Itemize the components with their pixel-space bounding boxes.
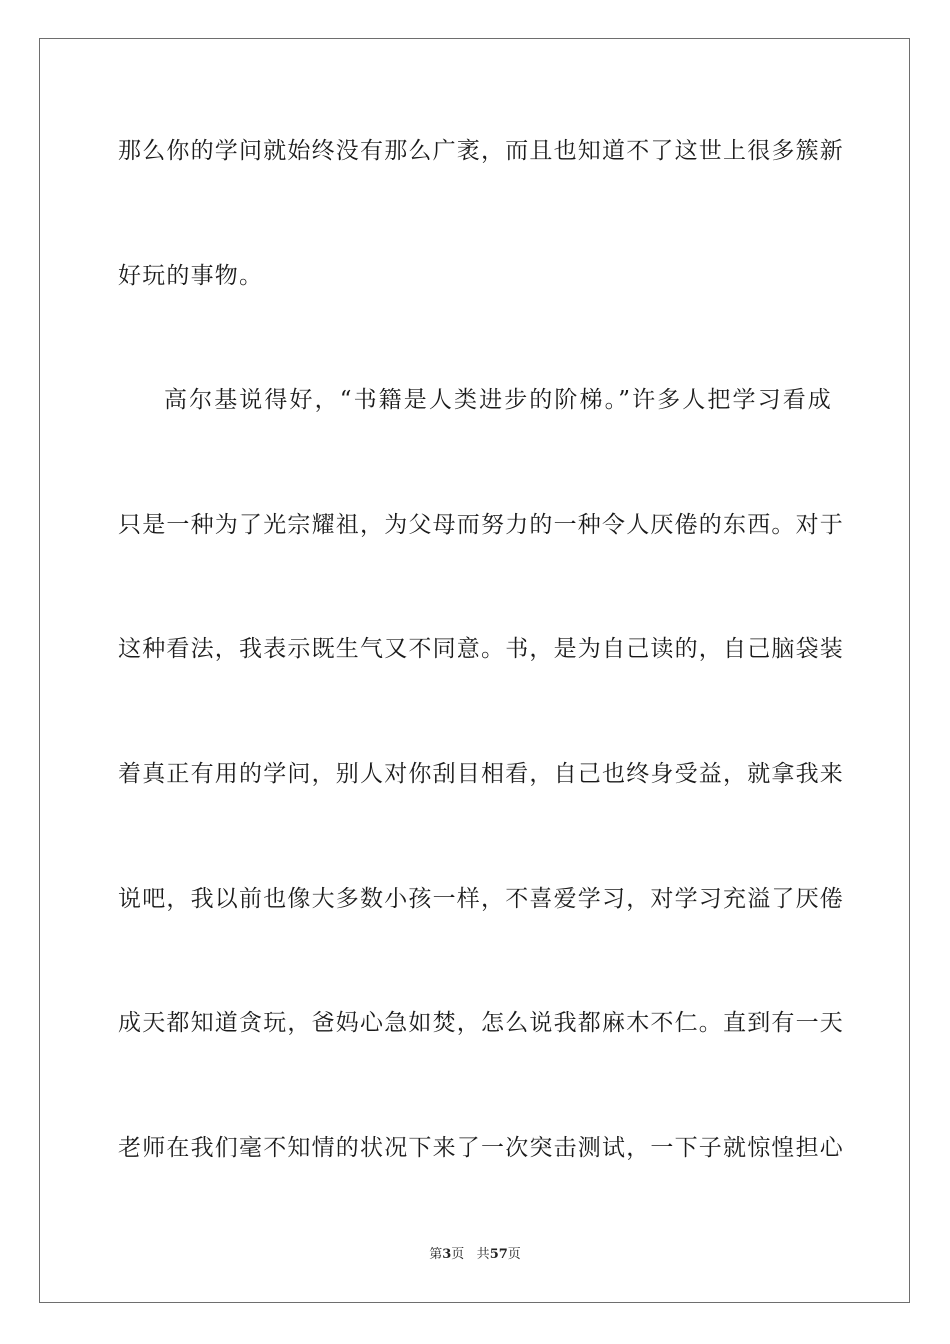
- body-text-line: 着真正有用的学问，别人对你刮目相看，自己也终身受益，就拿我来: [118, 761, 844, 787]
- body-text-line: 成天都知道贪玩，爸妈心急如焚，怎么说我都麻木不仁。直到有一天: [118, 1010, 844, 1036]
- page-suffix: 页: [451, 1247, 465, 1262]
- body-text-line: 那么你的学问就始终没有那么广袤，而且也知道不了这世上很多簇新: [118, 138, 844, 164]
- total-pages: 57: [489, 1247, 508, 1262]
- body-text-line: 好玩的事物。: [118, 263, 264, 289]
- total-prefix: 共: [476, 1247, 490, 1262]
- body-text-line: 老师在我们毫不知情的状况下来了一次突击测试，一下子就惊惶担心: [118, 1135, 844, 1161]
- body-text-line: 只是一种为了光宗耀祖，为父母而努力的一种令人厌倦的东西。对于: [118, 512, 844, 538]
- page-number: 3: [442, 1247, 452, 1262]
- page-footer: [0, 1246, 950, 1264]
- body-text-line: 高尔基说得好，“书籍是人类进步的阶梯。”许多人把学习看成: [164, 387, 832, 413]
- page-prefix: 第: [429, 1247, 443, 1262]
- total-suffix: 页: [507, 1247, 521, 1262]
- body-text-line: 说吧，我以前也像大多数小孩一样，不喜爱学习，对学习充溢了厌倦: [118, 886, 844, 912]
- page-border: [39, 38, 910, 1303]
- body-text-line: 这种看法，我表示既生气又不同意。书，是为自己读的，自己脑袋装: [118, 636, 844, 662]
